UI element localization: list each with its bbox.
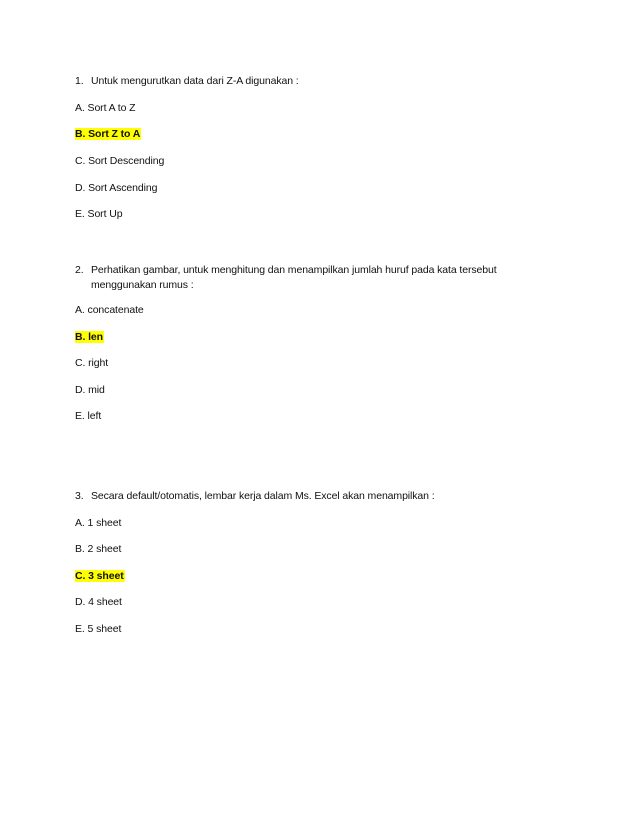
question-2-option-c: [75, 356, 108, 370]
question-3-number: 3.: [75, 490, 84, 502]
question-1-text: Untuk mengurutkan data dari Z-A digunakan :: [91, 75, 299, 87]
question-3-prompt: [75, 489, 435, 503]
question-1-option-b: [75, 127, 141, 141]
option-label: C. Sort Descending: [75, 155, 165, 167]
option-label: D. 4 sheet: [75, 596, 122, 608]
option-label: C. right: [75, 357, 109, 369]
question-3-option-e: [75, 622, 121, 636]
correct-answer-highlight: C. 3 sheet: [75, 570, 124, 582]
correct-answer-highlight: B. Sort Z to A: [75, 128, 141, 140]
question-2-number: 2.: [75, 264, 84, 276]
question-1-number: 1.: [75, 75, 84, 87]
question-3-option-b: [75, 542, 121, 556]
option-label: D. Sort Ascending: [75, 182, 158, 194]
question-1-option-a: [75, 101, 135, 115]
option-label: A. 1 sheet: [75, 517, 122, 529]
option-label: B. 2 sheet: [75, 543, 122, 555]
option-label: E. Sort Up: [75, 208, 123, 220]
question-2-option-a: [75, 303, 144, 317]
option-label: A. concatenate: [75, 304, 144, 316]
question-3-option-a: [75, 516, 121, 530]
option-label: E. 5 sheet: [75, 623, 122, 635]
question-3-text: Secara default/otomatis, lembar kerja dalam Ms. Excel akan menampilkan :: [91, 490, 435, 502]
question-2-option-e: [75, 409, 101, 423]
option-label: D. mid: [75, 384, 105, 396]
question-2-prompt: [75, 263, 497, 277]
option-label: A. Sort A to Z: [75, 102, 136, 114]
question-2-option-b: [75, 330, 104, 344]
question-2-text: Perhatikan gambar, untuk menghitung dan menampilkan jumlah huruf pada kata tersebut: [91, 264, 497, 276]
option-label: E. left: [75, 410, 102, 422]
question-3-option-d: [75, 595, 122, 609]
question-1-option-d: [75, 181, 157, 195]
question-2-option-d: [75, 383, 105, 397]
question-2-text-continued: menggunakan rumus :: [91, 279, 194, 291]
question-1-option-e: [75, 207, 122, 221]
question-3-option-c: [75, 569, 125, 583]
question-1-option-c: [75, 154, 164, 168]
question-1-prompt: [75, 74, 299, 88]
correct-answer-highlight: B. len: [75, 331, 103, 343]
